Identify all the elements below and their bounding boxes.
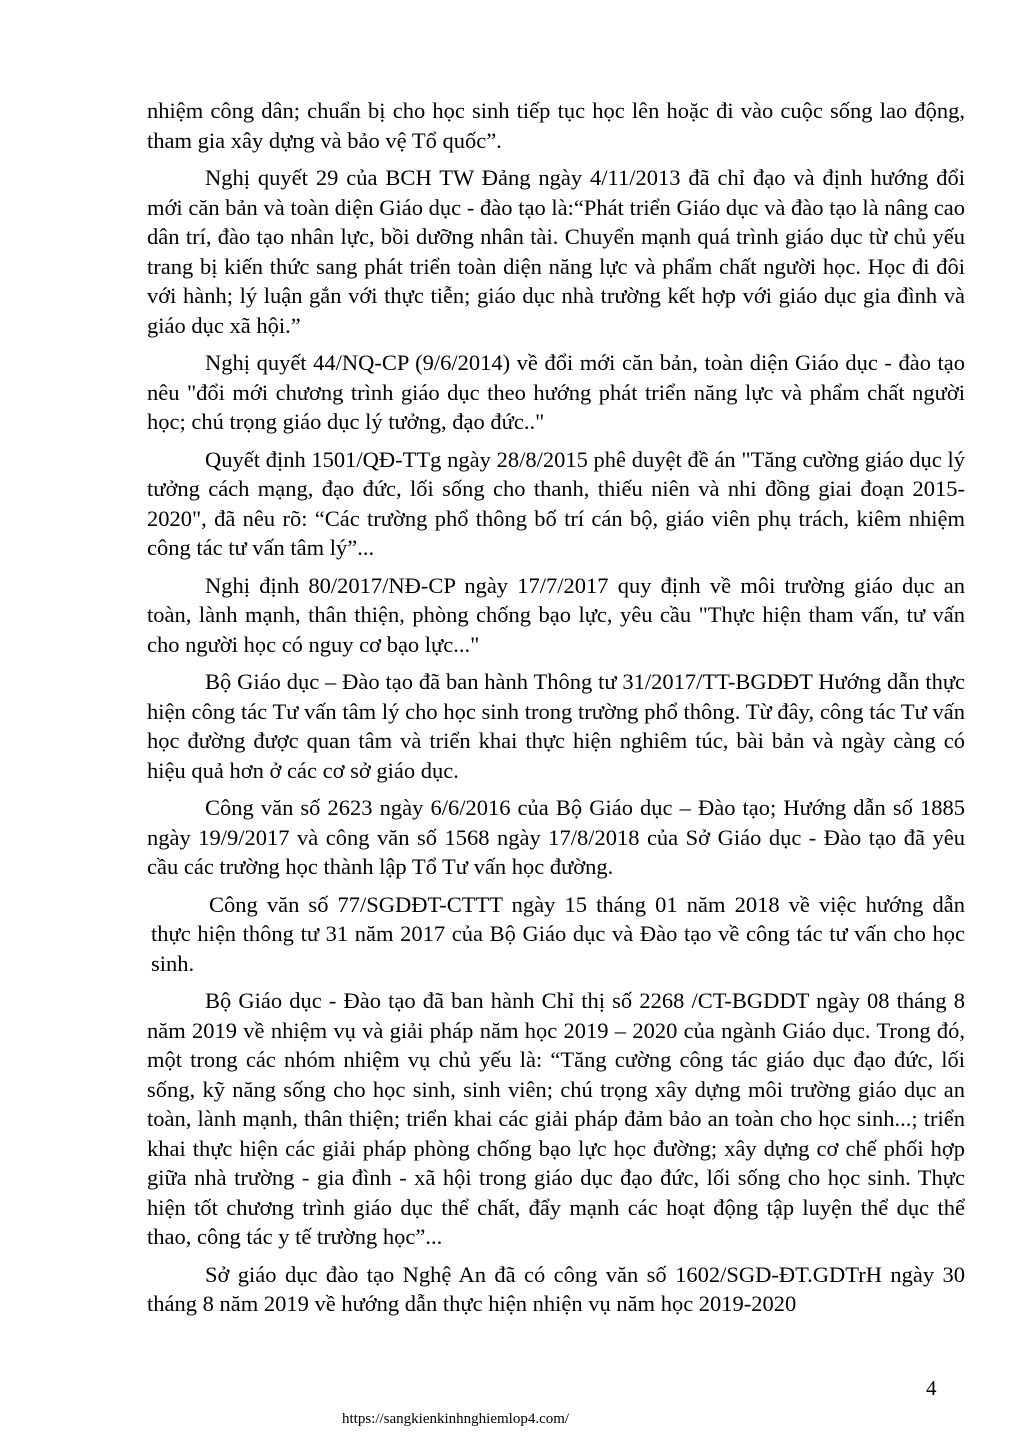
paragraph-nghi-quyet-29: Nghị quyết 29 của BCH TW Đảng ngày 4/11/2013 đã chỉ đạo và định hướng đổi mới căn bản và toàn diện Giáo dục - đào tạo là:“Phát triển Giáo dục và đào tạo là nâng cao dân trí, đào tạo nhân lực, bồi dưỡng nhân tài. Chuyển mạnh quá trình giáo dục từ chủ yếu trang bị kiến thức sang phát triển toàn diện năng lực và phẩm chất người học. Học đi đôi với hành; lý luận gắn với thực tiễn; giáo dục nhà trường kết hợp với giáo dục gia đình và giáo dục xã hội.” [147,165,965,338]
paragraph-quyet-dinh-1501: Quyết định 1501/QĐ-TTg ngày 28/8/2015 phê duyệt đề án "Tăng cường giáo dục lý tưởng cách mạng, đạo đức, lối sống cho thanh, thiếu niên và nhi đồng giai đoạn 2015-2020", đã nêu rõ: “Các trường phổ thông bố trí cán bộ, giáo viên phụ trách, kiêm nhiệm công tác tư vấn tâm lý”... [147,446,965,560]
document-body [147,96,965,1327]
footer-url-link[interactable]: https://sangkienkinhnghiemlop4.com/ [342,1411,570,1427]
paragraph-chi-thi-2268: Bộ Giáo dục - Đào tạo đã ban hành Chỉ thị số 2268 /CT-BGDDT ngày 08 tháng 8 năm 2019 về nhiệm vụ và giải pháp năm học 2019 – 2020 của ngành Giáo dục. Trong đó, một trong các nhóm nhiệm vụ chủ yếu là: “Tăng cường công tác giáo dục đạo đức, lối sống, kỹ năng sống cho học sinh, sinh viên; chú trọng xây dựng môi trường giáo dục an toàn, lành mạnh, thân thiện; triển khai các giải pháp đảm bảo an toàn cho học sinh...; triển khai thực hiện các giải pháp phòng chống bạo lực học đường; xây dựng cơ chế phối hợp giữa nhà trường - gia đình - xã hội trong giáo dục đạo đức, lối sống cho học sinh. Thực hiện tốt chương trình giáo dục thể chất, đẩy mạnh các hoạt động tập luyện thể dục thể thao, công tác y tế trường học”... [147,988,965,1249]
paragraph-continuation: nhiệm công dân; chuẩn bị cho học sinh tiếp tục học lên hoặc đi vào cuộc sống lao động, tham gia xây dựng và bảo vệ Tổ quốc”. [147,98,965,153]
paragraph-nghi-dinh-80: Nghị định 80/2017/NĐ-CP ngày 17/7/2017 quy định về môi trường giáo dục an toàn, lành mạnh, thân thiện, phòng chống bạo lực, yêu cầu "Thực hiện tham vấn, tư vấn cho người học có nguy cơ bạo lực..." [147,572,965,657]
paragraph-nghi-quyet-44: Nghị quyết 44/NQ-CP (9/6/2014) về đổi mới căn bản, toàn diện Giáo dục - đào tạo nêu "đổi mới chương trình giáo dục theo hướng phát triển năng lực và phẩm chất người học; chú trọng giáo dục lý tưởng, đạo đức.." [147,350,965,434]
paragraph-cong-van-77: Công văn số 77/SGDĐT-CTTT ngày 15 tháng 01 năm 2018 về việc hướng dẫn thực hiện thông tư 31 năm 2017 của Bộ Giáo dục và Đào tạo về công tác tư vấn cho học sinh. [151,891,965,976]
page-number: 4 [926,1376,937,1400]
paragraph-cong-van-2623: Công văn số 2623 ngày 6/6/2016 của Bộ Giáo dục – Đào tạo; Hướng dẫn số 1885 ngày 19/9/2017 và công văn số 1568 ngày 17/8/2018 của Sở Giáo dục - Đào tạo đã yêu cầu các trường học thành lập Tổ Tư vấn học đường. [147,795,965,879]
paragraph-thong-tu-31: Bộ Giáo dục – Đào tạo đã ban hành Thông tư 31/2017/TT-BGDĐT Hướng dẫn thực hiện công tác Tư vấn tâm lý cho học sinh trong trường phổ thông. Từ đây, công tác Tư vấn học đường được quan tâm và triển khai thực hiện nghiêm túc, bài bản và ngày càng có hiệu quả hơn ở các cơ sở giáo dục. [147,669,965,783]
paragraph-cong-van-1602: Sở giáo dục đào tạo Nghệ An đã có công văn số 1602/SGD-ĐT.GDTrH ngày 30 tháng 8 năm 2019 về hướng dẫn thực hiện nhiện vụ năm học 2019-2020 [147,1261,965,1316]
